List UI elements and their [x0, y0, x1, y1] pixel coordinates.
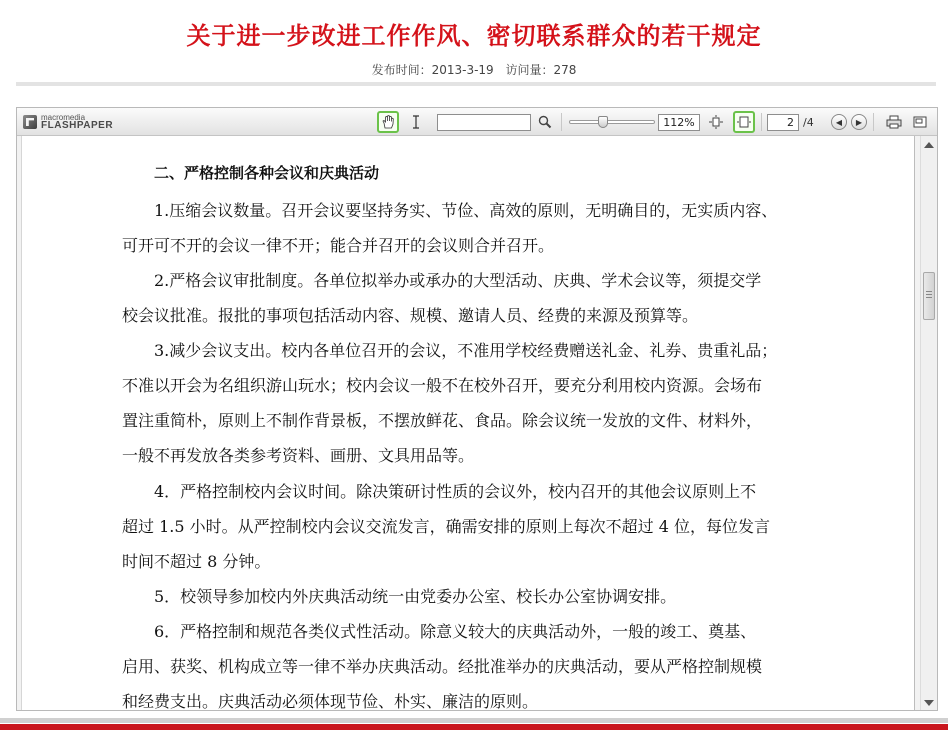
fit-page-icon[interactable]	[705, 111, 727, 133]
next-page-icon[interactable]: ▶	[851, 114, 867, 130]
zoom-slider-handle[interactable]	[598, 116, 608, 128]
text-line: 超过 1.5 小时。从严控制校内会议交流发言，确需安排的原则上每次不超过 4 位，每位发言	[122, 517, 770, 536]
visit-count: 访问量：278	[505, 63, 577, 77]
article-meta	[0, 61, 948, 78]
zoom-field[interactable]: 112%	[658, 114, 700, 131]
text-line: 校会议批准。报批的事项包括活动内容、规模、邀请人员、经费的来源及预算等。	[122, 306, 699, 325]
text-line: 1.压缩会议数量。召开会议要坚持务实、节俭、高效的原则，无明确目的，无实质内容、	[154, 201, 778, 220]
document-page	[21, 136, 915, 711]
text-line: 6．严格控制和规范各类仪式性活动。除意义较大的庆典活动外，一般的竣工、奠基、	[154, 622, 757, 641]
scroll-down-icon[interactable]	[924, 700, 934, 706]
flashpaper-viewer	[16, 107, 938, 711]
footer-divider	[0, 718, 948, 723]
vertical-scrollbar[interactable]	[920, 136, 937, 711]
hand-tool-icon[interactable]	[377, 111, 399, 133]
viewer-toolbar	[17, 108, 937, 136]
text-line: 时间不超过 8 分钟。	[122, 552, 271, 571]
text-line: 启用、获奖、机构成立等一律不举办庆典活动。经批准举办的庆典活动，要从严格控制规模	[122, 657, 763, 676]
fit-width-icon[interactable]	[733, 111, 755, 133]
text-line: 置注重简朴，原则上不制作背景板，不摆放鲜花、食品。除会议统一发放的文件、材料外，	[122, 411, 763, 430]
fullscreen-icon[interactable]	[909, 111, 931, 133]
publish-date: 发布时间：2013-3-19	[371, 63, 494, 77]
text-line: 2.严格会议审批制度。各单位拟举办或承办的大型活动、庆典、学术会议等，须提交学	[154, 271, 762, 290]
search-input[interactable]	[437, 114, 531, 131]
page-number-input[interactable]: 2	[767, 114, 799, 131]
text-line: 一般不再发放各类参考资料、画册、文具用品等。	[122, 446, 475, 465]
page-total: /4	[803, 116, 814, 129]
section-heading: 二、严格控制各种会议和庆典活动	[154, 164, 380, 182]
magnifier-icon[interactable]	[534, 111, 556, 133]
macromedia-logo-icon	[23, 115, 37, 129]
text-line: 和经费支出。庆典活动必须体现节俭、朴实、廉洁的原则。	[122, 692, 539, 711]
logo-brand: macromedia	[41, 113, 86, 122]
text-line: 不准以开会为名组织游山玩水；校内会议一般不在校外召开，要充分利用校内资源。会场布	[122, 376, 763, 395]
footer-bar	[0, 724, 948, 730]
prev-page-icon[interactable]: ◀	[831, 114, 847, 130]
text-line: 可开可不开的会议一律不开；能合并召开的会议则合并召开。	[122, 236, 555, 255]
scroll-up-icon[interactable]	[924, 142, 934, 148]
toolbar-separator	[761, 113, 762, 131]
toolbar-separator	[873, 113, 874, 131]
text-line: 5．校领导参加校内外庆典活动统一由党委办公室、校长办公室协调安排。	[154, 587, 677, 606]
text-line: 3.减少会议支出。校内各单位召开的会议，不准用学校经费赠送礼金、礼券、贵重礼品；	[154, 341, 778, 360]
scrollbar-thumb[interactable]	[923, 272, 935, 320]
toolbar-separator	[561, 113, 562, 131]
logo-product: FLASHPAPER	[41, 120, 114, 131]
print-icon[interactable]	[883, 111, 905, 133]
article-title: 关于进一步改进工作作风、密切联系群众的若干规定	[186, 22, 762, 50]
text-select-icon[interactable]	[405, 111, 427, 133]
zoom-slider[interactable]	[569, 120, 655, 124]
text-line: 4．严格控制校内会议时间。除决策研讨性质的会议外，校内召开的其他会议原则上不	[154, 482, 757, 501]
title-divider	[16, 82, 936, 86]
